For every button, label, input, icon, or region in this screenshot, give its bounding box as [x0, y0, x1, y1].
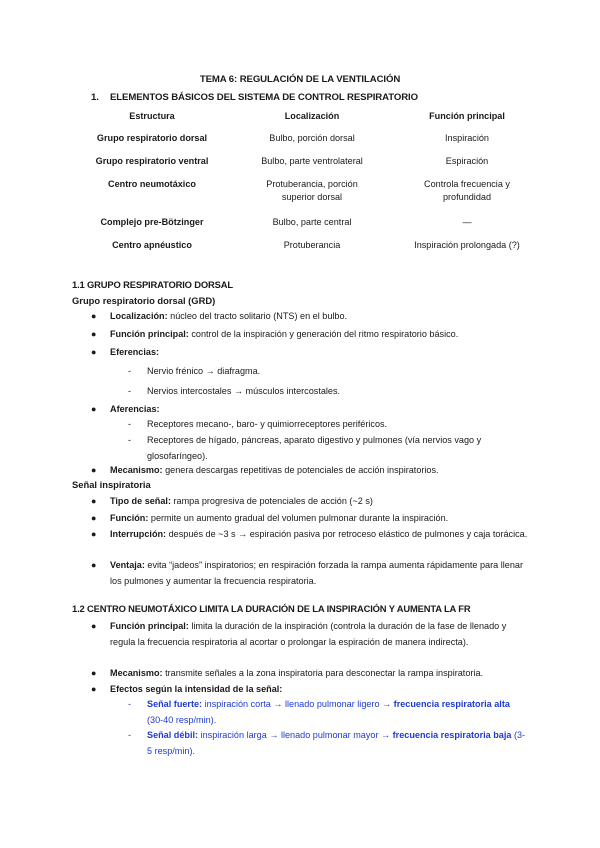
item-text: inspiración corta → llenado pulmonar ligero →: [202, 699, 394, 709]
dash-icon: -: [128, 366, 132, 376]
table-cell: Controla frecuencia y profundidad: [424, 179, 510, 202]
item-label: Función principal:: [110, 329, 189, 339]
bullet-icon: ●: [91, 529, 97, 539]
list-item: [91, 494, 530, 510]
table-header: Estructura: [129, 111, 175, 121]
item-label: Señal fuerte:: [147, 699, 203, 709]
item-text: control de la inspiración y generación del ritmo respiratorio básico.: [188, 329, 459, 339]
dash-icon: -: [128, 419, 132, 429]
item-text: rampa progresiva de potenciales de acción (~2 s): [170, 496, 373, 506]
dash-icon: -: [128, 730, 132, 740]
item-text: Nervios intercostales → músculos intercostales.: [147, 386, 341, 396]
item-text: permite un aumento gradual del volumen pulmonar durante la inspiración.: [148, 513, 449, 523]
bullet-icon: ●: [91, 496, 97, 506]
dash-icon: -: [128, 386, 132, 396]
dash-icon: -: [128, 435, 132, 445]
table-header: Función principal: [429, 111, 505, 121]
bullet-icon: ●: [91, 465, 97, 475]
section-1-heading: [91, 92, 418, 103]
item-label: Tipo de señal:: [110, 496, 171, 506]
item-text: núcleo del tracto solitario (NTS) en el bulbo.: [167, 311, 348, 321]
section-1-text: ELEMENTOS BÁSICOS DEL SISTEMA DE CONTROL RESPIRATORIO: [110, 92, 418, 103]
bullet-icon: ●: [91, 668, 97, 678]
item-label: Mecanismo:: [110, 465, 163, 475]
sub-item: [128, 384, 527, 400]
list-item: [91, 511, 530, 527]
item-label: Función principal:: [110, 621, 189, 631]
bullet-icon: ●: [91, 513, 97, 523]
item-text: (3-5 resp/min).: [147, 730, 526, 756]
list-item: [91, 402, 530, 418]
list-item: [91, 345, 530, 361]
item-label: Eferencias:: [110, 347, 160, 357]
bullet-icon: ●: [91, 311, 97, 321]
item-text: evita “jadeos” inspiratorios; en respiración forzada la rampa aumenta rápidamente para llenar los pulmones y aumentar la frecuencia respiratoria.: [110, 560, 523, 586]
list-item: [91, 327, 530, 343]
table-cell: Bulbo, parte central: [272, 217, 352, 227]
bullet-icon: ●: [91, 684, 97, 694]
item-label: Interrupción:: [110, 529, 167, 539]
list-item: [91, 619, 530, 650]
item-text: genera descargas repetitivas de potenciales de acción inspiratorios.: [162, 465, 439, 475]
table-cell: Espiración: [445, 156, 489, 166]
sub-item: [128, 728, 527, 759]
item-text: después de ~3 s → espiración pasiva por retroceso elástico de pulmones y caja torácica.: [166, 529, 528, 539]
control-structures-table: [72, 110, 542, 262]
table-cell: Grupo respiratorio dorsal: [96, 133, 208, 143]
item-text: Receptores mecano-, baro- y quimiorreceptores periféricos.: [147, 419, 388, 429]
table-cell: —: [462, 217, 472, 227]
bullet-icon: ●: [91, 621, 97, 631]
item-text: Nervio frénico → diafragma.: [147, 366, 261, 376]
bullet-icon: ●: [91, 347, 97, 357]
table-header: Localización: [284, 111, 340, 121]
list-item: [91, 666, 530, 682]
sub-item: [128, 697, 527, 728]
table-row: [72, 155, 542, 178]
list-item: [91, 558, 530, 589]
list-item: [91, 309, 530, 325]
bullet-icon: ●: [91, 560, 97, 570]
section-1-number: 1.: [91, 92, 99, 103]
item-label: Efectos según la intensidad de la señal:: [110, 684, 283, 694]
bullet-icon: ●: [91, 404, 97, 414]
dash-icon: -: [128, 699, 132, 709]
grd-subheading: Grupo respiratorio dorsal (GRD): [72, 295, 216, 306]
table-row: [72, 132, 542, 155]
list-item: [91, 463, 530, 479]
item-text: Receptores de hígado, páncreas, aparato digestivo y pulmones (vía nervios vago y glosofaríngeo).: [147, 435, 482, 461]
table-cell: Protuberancia: [283, 240, 341, 250]
table-cell: Complejo pre-Bötzinger: [100, 217, 204, 227]
item-label: Ventaja:: [110, 560, 145, 570]
sub-item: [128, 433, 527, 464]
item-label: Señal débil:: [147, 730, 199, 740]
table-cell: Grupo respiratorio ventral: [95, 156, 209, 166]
sub-item: [128, 364, 527, 380]
item-text: (30-40 resp/min).: [147, 714, 217, 725]
table-cell: Centro neumotáxico: [108, 179, 196, 189]
table-cell: Bulbo, parte ventrolateral: [261, 156, 363, 166]
table-cell: Protuberancia, porción superior dorsal: [266, 179, 358, 202]
table-row: [72, 239, 542, 262]
table-cell: Inspiración: [445, 133, 489, 143]
table-row: [72, 178, 542, 216]
table-cell: Inspiración prolongada (?): [414, 240, 520, 250]
item-emphasis: frecuencia respiratoria baja: [392, 730, 512, 740]
table-row: [72, 216, 542, 239]
list-item: [91, 682, 530, 698]
bullet-icon: ●: [91, 329, 97, 339]
item-text: limita la duración de la inspiración (controla la duración de la fase de llenado y regula la frecuencia respiratoria al acortar o prolongar la espiración de manera indirecta).: [110, 621, 507, 647]
section-1-2-heading: 1.2 CENTRO NEUMOTÁXICO LIMITA LA DURACIÓN DE LA INSPIRACIÓN Y AUMENTA LA FR: [72, 603, 471, 614]
item-emphasis: frecuencia respiratoria alta: [393, 699, 510, 709]
list-item: [91, 527, 530, 543]
item-label: Mecanismo:: [110, 668, 163, 678]
sub-item: [128, 417, 527, 433]
signal-subheading: Señal inspiratoria: [72, 479, 151, 490]
item-label: Función:: [110, 513, 149, 523]
section-1-1-heading: 1.1 GRUPO RESPIRATORIO DORSAL: [72, 279, 233, 290]
item-label: Localización:: [110, 311, 168, 321]
item-label: Aferencias:: [110, 404, 160, 414]
item-text: transmite señales a la zona inspiratoria para desconectar la rampa inspiratoria.: [162, 668, 484, 678]
table-cell: Bulbo, porción dorsal: [269, 133, 355, 143]
table-cell: Centro apnéustico: [112, 240, 192, 250]
document-title: TEMA 6: REGULACIÓN DE LA VENTILACIÓN: [199, 74, 401, 85]
item-text: inspiración larga → llenado pulmonar mayor →: [198, 730, 393, 740]
